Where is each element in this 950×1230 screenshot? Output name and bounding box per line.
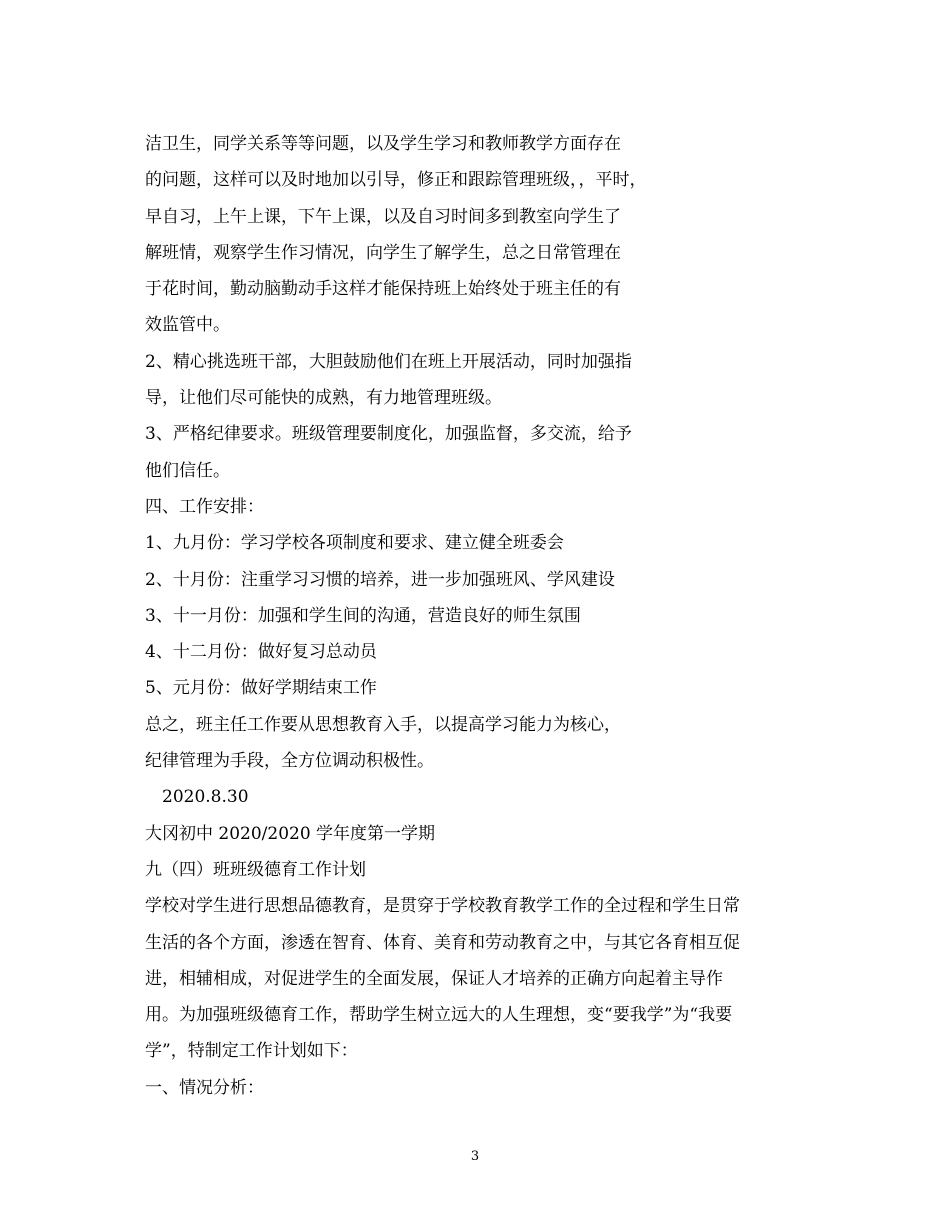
list-item: 2、十月份：注重学习习惯的培养，进一步加强班风、学风建设: [145, 569, 615, 590]
text-line: 于花时间，勤动脑勤动手这样才能保持班上始终处于班主任的有: [145, 279, 621, 300]
list-item: 2、精心挑选班干部，大胆鼓励他们在班上开展活动，同时加强指: [145, 351, 632, 372]
section-heading: 一、情况分析：: [145, 1077, 264, 1098]
text-line: 学”，特制定工作计划如下：: [145, 1041, 358, 1062]
text-line: 效监管中。: [145, 315, 230, 336]
text-line: 用。为加强班级德育工作，帮助学生树立远大的人生理想，变“要我学”为“我要: [145, 1005, 733, 1026]
list-item: 1、九月份：学习学校各项制度和要求、建立健全班委会: [145, 533, 564, 554]
section-heading: 四、工作安排：: [145, 496, 264, 517]
text-line: 的问题，这样可以及时地加以引导，修正和跟踪管理班级，，平时，: [145, 170, 647, 191]
text-line: 纪律管理为手段，全方位调动积极性。: [145, 751, 434, 772]
list-item: 3、十一月份：加强和学生间的沟通，营造良好的师生氛围: [145, 605, 581, 626]
document-title: 九（四）班班级德育工作计划: [145, 859, 366, 880]
document-subtitle: 大冈初中 2020/2020 学年度第一学期: [145, 823, 436, 844]
text-line: 解班情，观察学生作习情况，向学生了解学生，总之日常管理在: [145, 242, 621, 263]
text-line: 导，让他们尽可能快的成熟，有力地管理班级。: [145, 388, 502, 409]
document-body: [145, 126, 815, 1106]
text-line: 生活的各个方面，渗透在智育、体育、美育和劳动教育之中，与其它各育相互促: [145, 932, 740, 953]
list-item: 5、元月份：做好学期结束工作: [145, 678, 377, 699]
text-line: 洁卫生，同学关系等等问题，以及学生学习和教师教学方面存在: [145, 134, 621, 154]
list-item: 3、严格纪律要求。班级管理要制度化，加强监督，多交流，给予: [145, 424, 632, 445]
text-line: 早自习，上午上课，下午上课，以及自习时间多到教室向学生了: [145, 206, 621, 227]
text-line: 他们信任。: [145, 460, 230, 481]
text-line: 进，相辅相成，对促进学生的全面发展，保证人才培养的正确方向起着主导作: [145, 968, 723, 989]
page-number: 3: [470, 1149, 480, 1164]
text-line: 学校对学生进行思想品德教育，是贯穿于学校教育教学工作的全过程和学生日常: [145, 896, 740, 917]
list-item: 4、十二月份：做好复习总动员: [145, 642, 377, 663]
text-line: 总之，班主任工作要从思想教育入手，以提高学习能力为核心，: [145, 714, 621, 735]
document-date: 2020.8.30: [162, 787, 249, 808]
